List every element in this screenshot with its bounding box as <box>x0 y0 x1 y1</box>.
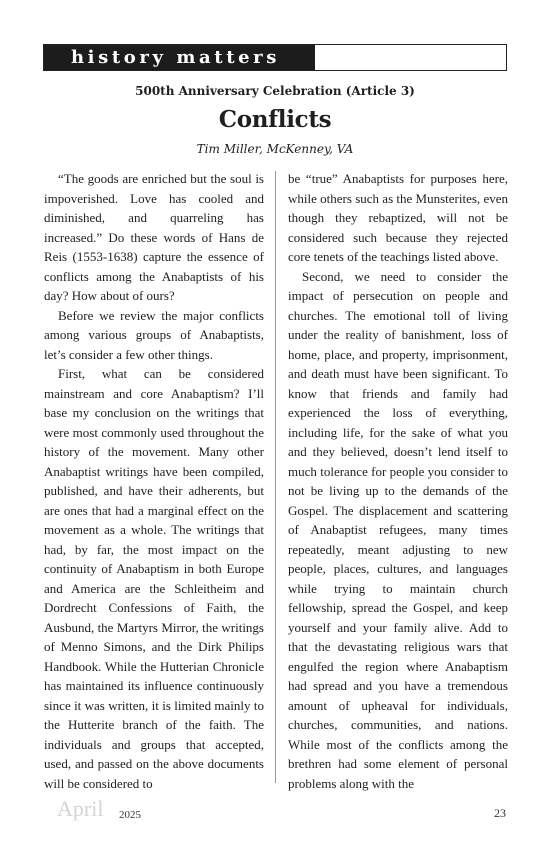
column-divider <box>275 171 276 783</box>
footer-year: 2025 <box>119 809 141 821</box>
article-title: Conflicts <box>218 106 332 133</box>
paragraph: “The goods are enriched but the soul is impoverished. Love has cooled and diminished, and quarreling has increased.” Do these words of Hans de Reis (1553-1638) capture the essence of conflicts among the Anabaptists of his day? How about of ours? <box>44 171 264 303</box>
section-label: history matters <box>44 45 315 70</box>
article-column-left <box>44 169 264 793</box>
footer-month: April <box>57 796 104 821</box>
paragraph: First, what can be considered mainstream and core Anabaptism? I’ll base my conclusion on the writings that were most commonly used throughout the history of the movement. Many other Anabaptist writings have been compiled, published, and have their adherents, but are ones that had a marginal effect on the movement as a whole. The writings that had, by far, the most impact on the continuity of Anabaptism in both Europe and America are the Schleitheim and Dordrecht Confessions of Faith, the Ausbund, the Martyrs Mirror, the writings of Menno Simons, and the Dirk Philips Handbook. While the Hutterian Chronicle has maintained its influence continuously since it was written, it is limited mainly to the Hutterite branch of the faith. The individuals and groups that accepted, used, and passed on the above documents will be considered to <box>44 366 264 791</box>
section-banner <box>43 44 507 71</box>
paragraph-continuation: be “true” Anabaptists for purposes here, while others such as the Munsterites, even though they rebaptized, will not be considered such because they rejected core tenets of the teachings listed above. <box>288 171 508 264</box>
article-byline: Tim Miller, McKenney, VA <box>196 142 354 156</box>
paragraph: Before we review the major conflicts among various groups of Anabaptists, let’s consider a few other things. <box>44 307 264 362</box>
article-column-right <box>288 169 508 793</box>
page-number: 23 <box>494 806 506 820</box>
paragraph: Second, we need to consider the impact of persecution on people and churches. The emotional toll of living under the reality of banishment, loss of home, place, and property, imprisonment, and death must have been significant. To know that friends and family had experienced the loss of everything, including life, for the sake of what you and they believed, doesn’t lend itself to much tolerance for people you consider to not be living up to the demands of the Gospel. The displacement and scattering of Anabaptist refugees, many times repeatedly, meant adjusting to new people, places, cultures, and languages while trying to maintain church fellowship, spread the Gospel, and keep yourself and your family alive. Add to that the devastating religious wars that engulfed the region where Anabaptism had spread and you have a tremendous amount of upheaval for individuals, churches, communities, and nations. While most of the conflicts among the brethren had some element of personal problems along with the <box>288 268 508 791</box>
article-subtitle: 500th Anniversary Celebration (Article 3) <box>135 84 415 98</box>
